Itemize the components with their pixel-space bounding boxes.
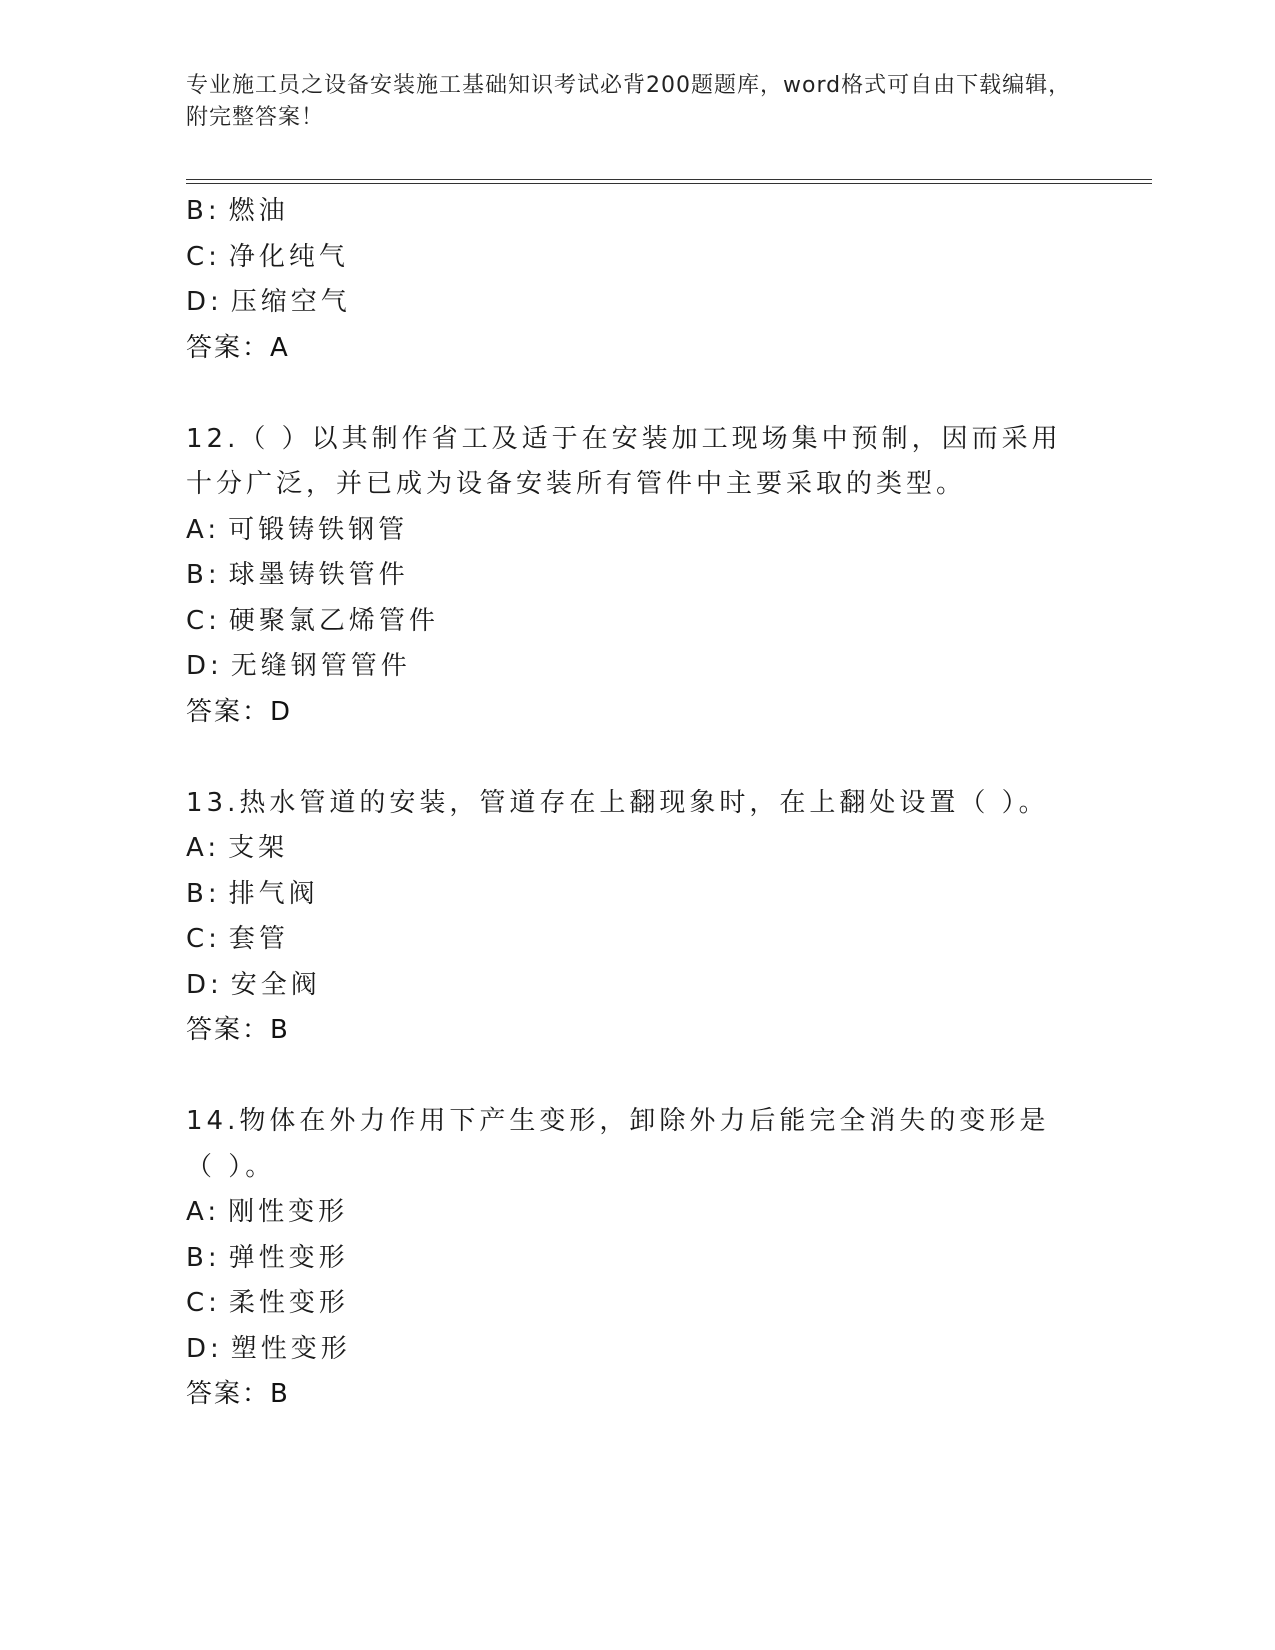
option-key: C:	[186, 1288, 221, 1318]
spacer	[186, 735, 1086, 781]
option-key: A:	[186, 514, 221, 545]
option-key: C:	[186, 924, 221, 954]
option-key: D:	[186, 651, 223, 681]
option-key: C:	[186, 241, 221, 272]
option-a	[186, 508, 1086, 554]
question-carryover	[186, 189, 1086, 371]
option-a	[186, 826, 1086, 872]
option-text: 支架	[228, 833, 289, 863]
option-key: B:	[186, 560, 221, 590]
option-d	[186, 963, 1086, 1009]
answer-line: 答案：B	[186, 1015, 290, 1045]
question-stem: 14.物体在外力作用下产生变形，卸除外力后能完全消失的变形是（ ）。	[186, 1106, 1050, 1182]
option-text: 净化纯气	[228, 241, 349, 272]
option-text: 套管	[228, 924, 289, 954]
option-b	[186, 872, 1086, 918]
option-b	[186, 189, 1086, 235]
question-12	[186, 417, 1086, 736]
option-text: 球墨铸铁管件	[228, 560, 409, 590]
answer-line: 答案：B	[186, 1379, 290, 1409]
option-text: 安全阀	[230, 969, 321, 1000]
header-divider-top	[186, 179, 1152, 180]
option-a	[186, 1190, 1086, 1236]
option-c	[186, 1281, 1086, 1327]
document-header: 专业施工员之设备安装施工基础知识考试必背200题题库，word格式可自由下载编辑，附完整答案！	[186, 73, 1072, 130]
question-stem: 12.（ ）以其制作省工及适于在安装加工现场集中预制，因而采用十分广泛，并已成为设备安装所有管件中主要采取的类型。	[186, 423, 1062, 499]
option-key: B:	[186, 1242, 221, 1273]
option-d	[186, 1327, 1086, 1373]
option-text: 柔性变形	[228, 1288, 349, 1318]
answer-line: 答案：D	[186, 696, 293, 727]
option-key: D:	[186, 1333, 223, 1364]
question-list	[186, 189, 1086, 1418]
question-14	[186, 1099, 1086, 1418]
option-b	[186, 1236, 1086, 1282]
answer-line: 答案：A	[186, 332, 290, 363]
option-key: A:	[186, 833, 221, 863]
option-text: 无缝钢管管件	[230, 651, 411, 681]
question-stem: 13.热水管道的安装，管道存在上翻现象时，在上翻处设置（ ）。	[186, 787, 1049, 818]
option-key: B:	[186, 878, 221, 909]
option-b	[186, 553, 1086, 599]
option-text: 可锻铸铁钢管	[228, 514, 409, 545]
option-c	[186, 917, 1086, 963]
option-key: D:	[186, 287, 223, 317]
option-text: 塑性变形	[230, 1333, 351, 1364]
spacer	[186, 1054, 1086, 1100]
option-key: B:	[186, 196, 221, 226]
option-key: D:	[186, 969, 223, 1000]
option-text: 硬聚氯乙烯管件	[228, 605, 439, 636]
option-key: A:	[186, 1197, 221, 1227]
option-text: 刚性变形	[228, 1197, 349, 1227]
option-text: 弹性变形	[228, 1242, 349, 1273]
option-c	[186, 235, 1086, 281]
option-c	[186, 599, 1086, 645]
question-13	[186, 781, 1086, 1054]
spacer	[186, 371, 1086, 417]
option-key: C:	[186, 605, 221, 636]
option-d	[186, 644, 1086, 690]
option-text: 压缩空气	[230, 287, 351, 317]
option-text: 燃油	[228, 196, 289, 226]
option-d	[186, 280, 1086, 326]
option-text: 排气阀	[228, 878, 319, 909]
header-divider-bottom	[186, 183, 1152, 184]
